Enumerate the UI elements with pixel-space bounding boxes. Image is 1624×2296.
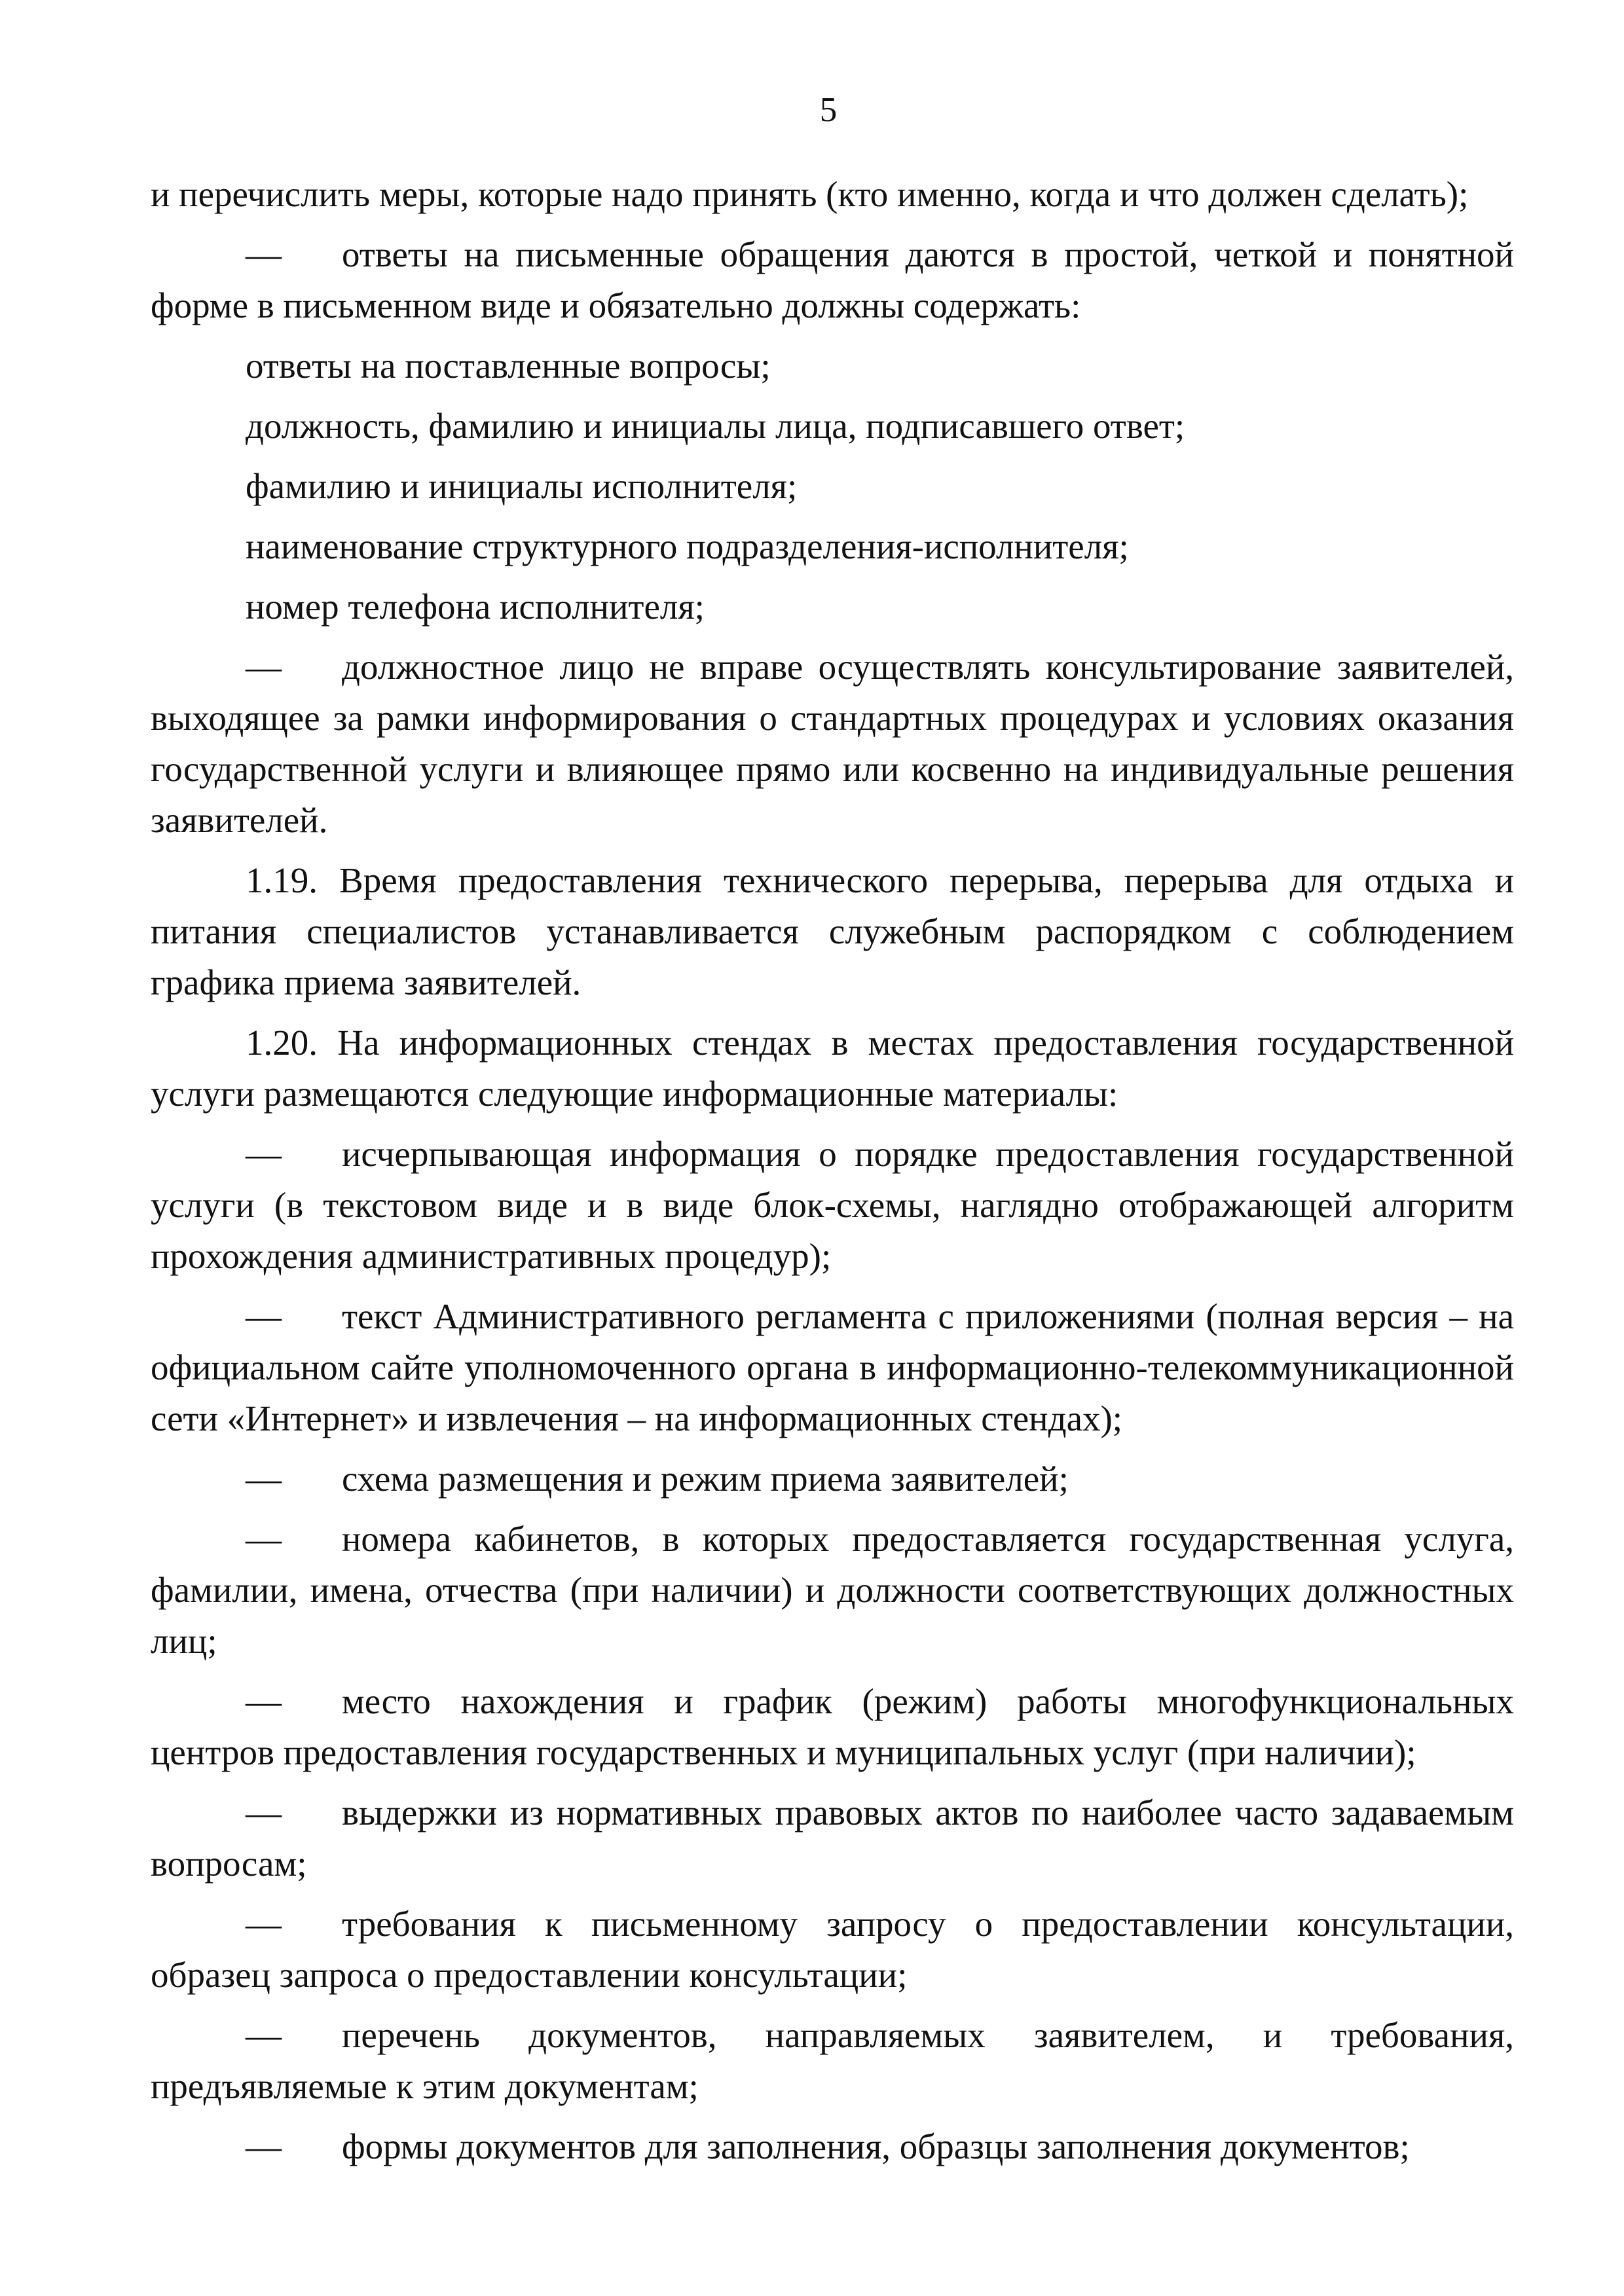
bullet-text: схема размещения и режим приема заявителей;	[342, 1459, 1069, 1499]
bullet-item-document-list	[151, 2010, 1514, 2112]
bullet-text: требования к письменному запросу о предоставлении консультации, образец запроса о предоставлении консультации;	[151, 1904, 1514, 1995]
dash-marker: —	[246, 1793, 282, 1832]
bullet-item-mfc-location	[151, 1676, 1514, 1778]
section-1-20: 1.20. На информационных стендах в местах предоставления государственной услуги размещаются следующие информационные материалы:	[151, 1023, 1514, 1114]
bullet-text: текст Административного регламента с приложениями (полная версия – на официальном сайте уполномоченного органа в информационно-телекоммуникационной сети «Интернет» и извлечения – на информационных стендах);	[151, 1296, 1514, 1438]
bullet-text: формы документов для заполнения, образцы заполнения документов;	[342, 2126, 1410, 2166]
bullet-item-full-information	[151, 1129, 1514, 1282]
bullet-item-layout-schedule	[151, 1453, 1514, 1504]
bullet-text: должностное лицо не вправе осуществлять консультирование заявителей, выходящее за рамки информирования о стандартных процедурах и условиях оказания государственной услуги и влияющее прямо или косвенно на индивидуальные решения заявителей.	[151, 647, 1514, 840]
list-line-department: наименование структурного подразделения-исполнителя;	[246, 526, 1129, 566]
bullet-text: исчерпывающая информация о порядке предоставления государственной услуги (в текстовом виде и в виде блок-схемы, наглядно отображающей алгоритм прохождения административных процедур);	[151, 1134, 1514, 1276]
list-line-phone: номер телефона исполнителя;	[246, 587, 705, 627]
document-body	[151, 169, 1514, 2172]
list-line-position: должность, фамилию и инициалы лица, подписавшего ответ;	[246, 406, 1185, 446]
list-line-answers: ответы на поставленные вопросы;	[246, 346, 771, 386]
bullet-text: выдержки из нормативных правовых актов по наиболее часто задаваемым вопросам;	[151, 1793, 1514, 1884]
bullet-item-written-answers	[151, 229, 1514, 331]
dash-marker: —	[246, 1459, 282, 1499]
bullet-text: номера кабинетов, в которых предоставляется государственная услуга, фамилии, имена, отчества (при наличии) и должности соответствующих должностных лиц;	[151, 1519, 1514, 1661]
dash-marker: —	[246, 1681, 282, 1721]
section-1-19: 1.19. Время предоставления технического перерыва, перерыва для отдыха и питания специалистов устанавливается служебным распорядком с соблюдением графика приема заявителей.	[151, 860, 1514, 1002]
bullet-item-official-restriction	[151, 642, 1514, 846]
bullet-item-request-requirements	[151, 1899, 1514, 2001]
dash-marker: —	[246, 234, 282, 274]
dash-marker: —	[246, 647, 282, 687]
dash-marker: —	[246, 1904, 282, 1944]
bullet-item-office-numbers	[151, 1514, 1514, 1667]
bullet-text: место нахождения и график (режим) работы многофункциональных центров предоставления государственных и муниципальных услуг (при наличии);	[151, 1681, 1514, 1772]
dash-marker: —	[246, 1519, 282, 1559]
bullet-text: перечень документов, направляемых заявителем, и требования, предъявляемые к этим документам;	[151, 2015, 1514, 2106]
bullet-item-legal-excerpts	[151, 1787, 1514, 1889]
dash-marker: —	[246, 2126, 282, 2166]
dash-marker: —	[246, 1134, 282, 1174]
list-line-executor-name: фамилию и инициалы исполнителя;	[246, 466, 798, 506]
bullet-text: ответы на письменные обращения даются в простой, четкой и понятной форме в письменном виде и обязательно должны содержать:	[151, 234, 1514, 325]
dash-marker: —	[246, 2015, 282, 2055]
bullet-item-document-forms	[151, 2121, 1514, 2172]
bullet-item-regulation-text	[151, 1291, 1514, 1444]
paragraph-continuation: и перечислить меры, которые надо принять (кто именно, когда и что должен сделать);	[151, 174, 1469, 214]
page-number: 5	[819, 91, 838, 129]
dash-marker: —	[246, 1296, 282, 1336]
